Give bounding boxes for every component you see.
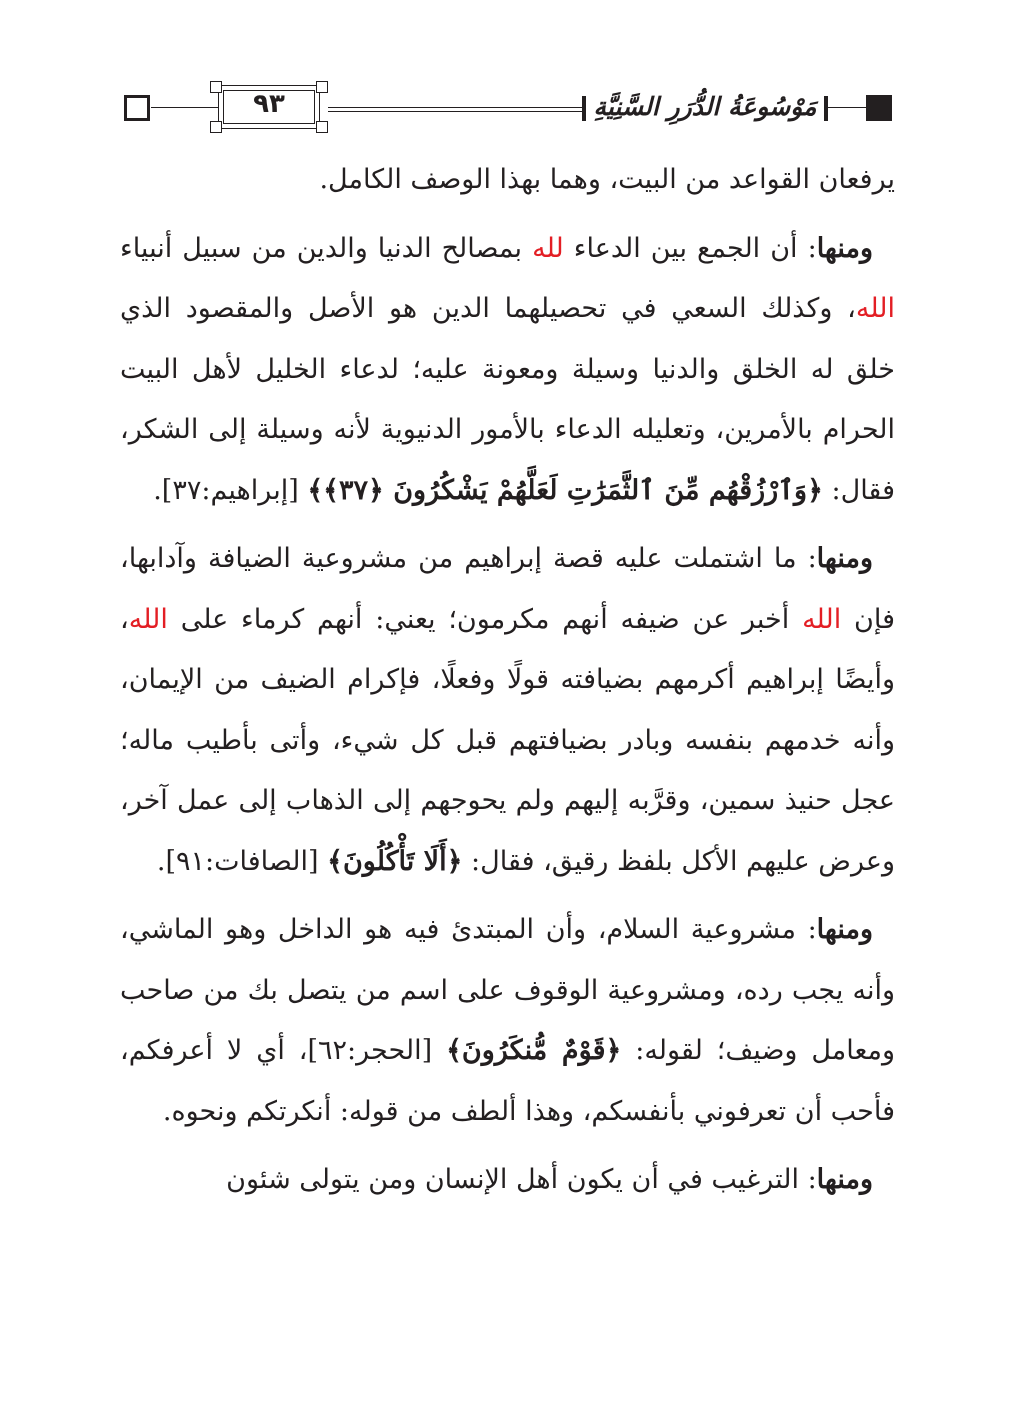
paragraph-text: يرفعان القواعد من البيت، وهما بهذا الوصف الكامل. [319,164,895,195]
paragraph-family [120,1150,895,1211]
paragraph-text: : مشروعية السلام، وأن المبتدئ فيه هو الداخل وهو الماشي، وأنه يجب رده، ومشروعية الوقوف على اسم من يتصل بك من صاحب ومعامل وضيف؛ لقوله: [120,914,895,1066]
paragraph-continuation [120,150,895,211]
paragraph-text: ، وكذلك السعي في تحصيلهما الدين هو الأصل والمقصود الذي خلق له الخلق والدنيا وسيلة ومعونة عليه؛ لدعاء الخليل لأهل البيت الحرام بالأمرين، وتعليله الدعاء بالأمور الدنيوية لأنه وسيلة إلى الشكر، فقال: [120,293,895,506]
paragraph-text: : أن الجمع بين الدعاء [563,232,817,264]
header-filled-square-ornament [866,95,892,121]
divine-name: الله [802,603,842,635]
quran-verse: ﴿قَوْمٌ مُّنكَرُونَ﴾ [446,1035,622,1066]
divine-name: الله [128,603,168,635]
frame-corner-ornament [316,121,328,133]
series-title: مَوْسُوعَةُ الدُّرَرِ السَّنِيَّةِ [590,84,820,130]
paragraph-lead: ومنها [816,914,873,945]
divine-name: لله [532,232,564,264]
header-bar-ornament [582,96,586,121]
header-open-square-ornament [124,95,150,121]
page-body [120,150,895,1211]
page-header [118,82,896,136]
paragraph-text: بمصالح الدنيا والدين من سبيل أنبياء [120,232,533,264]
paragraph-lead: ومنها [816,543,873,574]
verse-reference: [الصافات:٩١]. [156,845,328,877]
paragraph-text: [الحجر:٦٢]، أي لا أعرفكم، فأحب أن تعرفوني بأنفسكم، وهذا ألطف من قوله: أنكرتكم ونحوه. [120,1035,895,1127]
paragraph-text: ، وأيضًا إبراهيم أكرمهم بضيافته قولًا وفعلًا، فإكرام الضيف من الإيمان، وأنه خدمهم بنفسه وبادر بضيافتهم قبل كل شيء، وأتى بأطيب ماله؛ عجل حنيذ سمين، وقرَّبه إليهم ولم يحوجهم إلى الذهاب إلى عمل آخر، وعرض عليهم الأكل بلفظ رقيق، فقال: [120,603,895,877]
header-bar-ornament [824,96,828,121]
paragraph-lead: ومنها [816,232,874,264]
paragraph-hospitality [120,529,895,892]
verse-reference: [إبراهيم:٣٧]. [153,474,308,506]
paragraph-text: أخبر عن ضيفه أنهم مكرمون؛ يعني: أنهم كرماء على [167,603,803,635]
page-number-box [206,85,332,129]
page-number: ٩٣ [253,89,285,119]
header-rule-middle [328,107,586,108]
paragraph-greeting [120,900,895,1142]
quran-verse: ﴿وَٱرْزُقْهُم مِّنَ ٱلثَّمَرَٰتِ لَعَلَّهُمْ يَشْكُرُونَ ﴿٣٧﴾﴾ [307,474,823,506]
quran-verse: ﴿أَلَا تَأْكُلُونَ﴾ [327,845,463,877]
frame-corner-ornament [210,121,222,133]
divine-name: الله [855,293,895,324]
paragraph-lead: ومنها [816,1164,873,1195]
paragraph-text: : الترغيب في أن يكون أهل الإنسان ومن يتولى شئون [226,1164,817,1195]
header-rule-right [828,107,866,108]
paragraph-text: : ما اشتملت عليه قصة إبراهيم من مشروعية الضيافة وآدابها، فإن [120,543,895,635]
paragraph-supplication [120,219,895,522]
